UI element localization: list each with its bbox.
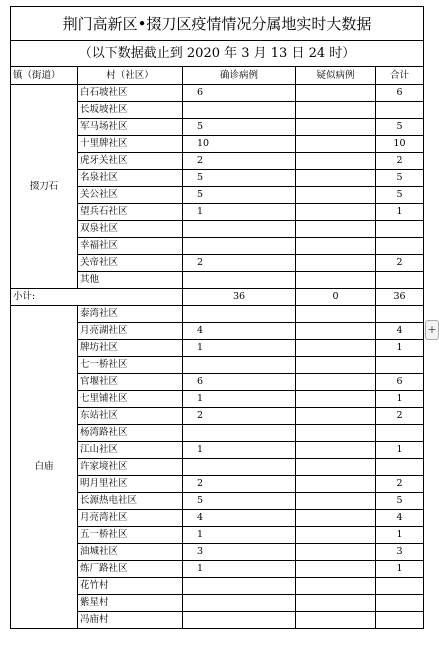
- village-cell: 炼厂路社区: [78, 561, 183, 578]
- village-cell: 牌坊社区: [78, 340, 183, 357]
- total-cell: 6: [376, 374, 424, 391]
- confirmed-cell: [183, 221, 296, 238]
- table-row: [11, 306, 424, 323]
- total-cell: 1: [376, 204, 424, 221]
- suspected-cell: [296, 170, 376, 187]
- suspected-cell: [296, 612, 376, 629]
- total-cell: 1: [376, 391, 424, 408]
- total-cell: [376, 238, 424, 255]
- confirmed-cell: 2: [183, 476, 296, 493]
- village-cell: 关帝社区: [78, 255, 183, 272]
- village-cell: 七里铺社区: [78, 391, 183, 408]
- total-cell: [376, 459, 424, 476]
- suspected-cell: [296, 340, 376, 357]
- village-cell: 花竹村: [78, 578, 183, 595]
- village-cell: 十里牌社区: [78, 136, 183, 153]
- confirmed-cell: 5: [183, 170, 296, 187]
- village-cell: 东站社区: [78, 408, 183, 425]
- confirmed-cell: 6: [183, 374, 296, 391]
- village-cell: 冯庙村: [78, 612, 183, 629]
- village-cell: 杨湾路社区: [78, 425, 183, 442]
- suspected-cell: [296, 119, 376, 136]
- village-cell: 五一桥社区: [78, 527, 183, 544]
- suspected-cell: [296, 493, 376, 510]
- suspected-cell: [296, 255, 376, 272]
- total-cell: 2: [376, 408, 424, 425]
- town-cell: 白庙: [11, 306, 78, 629]
- total-cell: 2: [376, 476, 424, 493]
- confirmed-cell: 1: [183, 204, 296, 221]
- confirmed-cell: 1: [183, 442, 296, 459]
- suspected-cell: [296, 476, 376, 493]
- suspected-cell: [296, 442, 376, 459]
- village-cell: 油城社区: [78, 544, 183, 561]
- total-cell: [376, 221, 424, 238]
- confirmed-cell: 4: [183, 323, 296, 340]
- total-cell: [376, 102, 424, 119]
- total-cell: [376, 357, 424, 374]
- total-cell: 3: [376, 544, 424, 561]
- suspected-cell: [296, 323, 376, 340]
- table-body: [11, 7, 424, 629]
- village-cell: 长坂坡社区: [78, 102, 183, 119]
- suspected-cell: [296, 595, 376, 612]
- header-suspected: 疑似病例: [296, 67, 376, 85]
- confirmed-cell: 4: [183, 510, 296, 527]
- total-cell: 5: [376, 493, 424, 510]
- total-cell: 1: [376, 442, 424, 459]
- village-cell: 许家境社区: [78, 459, 183, 476]
- suspected-cell: [296, 204, 376, 221]
- suspected-cell: [296, 561, 376, 578]
- table-title: 荆门高新区•掇刀区疫情情况分属地实时大数据: [11, 7, 424, 41]
- total-cell: [376, 306, 424, 323]
- total-cell: 2: [376, 255, 424, 272]
- town-cell: 掇刀石: [11, 85, 78, 289]
- village-cell: 月亮湖社区: [78, 323, 183, 340]
- confirmed-cell: [183, 459, 296, 476]
- village-cell: 名泉社区: [78, 170, 183, 187]
- suspected-cell: [296, 578, 376, 595]
- confirmed-cell: 2: [183, 153, 296, 170]
- suspected-cell: [296, 374, 376, 391]
- suspected-cell: [296, 459, 376, 476]
- total-cell: 4: [376, 510, 424, 527]
- table-subtitle: （以下数据截止到 2020 年 3 月 13 日 24 时）: [11, 41, 424, 67]
- suspected-cell: [296, 153, 376, 170]
- total-cell: 5: [376, 170, 424, 187]
- suspected-cell: [296, 238, 376, 255]
- confirmed-cell: 1: [183, 391, 296, 408]
- confirmed-cell: [183, 578, 296, 595]
- confirmed-cell: [183, 612, 296, 629]
- confirmed-cell: 1: [183, 527, 296, 544]
- suspected-cell: [296, 544, 376, 561]
- total-cell: 4: [376, 323, 424, 340]
- village-cell: 明月里社区: [78, 476, 183, 493]
- confirmed-cell: [183, 425, 296, 442]
- village-cell: 长源热电社区: [78, 493, 183, 510]
- header-village: 村（社区）: [78, 67, 183, 85]
- suspected-cell: [296, 102, 376, 119]
- data-sheet: [10, 6, 423, 629]
- subtotal-total: 36: [376, 289, 424, 306]
- village-cell: 虎牙关社区: [78, 153, 183, 170]
- subtitle-row: [11, 41, 424, 67]
- total-cell: 1: [376, 561, 424, 578]
- suspected-cell: [296, 306, 376, 323]
- total-cell: 2: [376, 153, 424, 170]
- suspected-cell: [296, 357, 376, 374]
- confirmed-cell: [183, 306, 296, 323]
- suspected-cell: [296, 187, 376, 204]
- subtotal-suspected: 0: [296, 289, 376, 306]
- suspected-cell: [296, 136, 376, 153]
- total-cell: [376, 612, 424, 629]
- expand-button[interactable]: +: [425, 320, 439, 340]
- suspected-cell: [296, 527, 376, 544]
- confirmed-cell: 1: [183, 561, 296, 578]
- subtotal-confirmed: 36: [183, 289, 296, 306]
- confirmed-cell: 1: [183, 340, 296, 357]
- confirmed-cell: 5: [183, 119, 296, 136]
- suspected-cell: [296, 408, 376, 425]
- subtotal-row: [11, 289, 424, 306]
- table-row: [11, 85, 424, 102]
- suspected-cell: [296, 85, 376, 102]
- suspected-cell: [296, 272, 376, 289]
- suspected-cell: [296, 221, 376, 238]
- suspected-cell: [296, 510, 376, 527]
- village-cell: 望兵石社区: [78, 204, 183, 221]
- suspected-cell: [296, 391, 376, 408]
- village-cell: 幸福社区: [78, 238, 183, 255]
- suspected-cell: [296, 425, 376, 442]
- confirmed-cell: 5: [183, 187, 296, 204]
- total-cell: [376, 595, 424, 612]
- confirmed-cell: 2: [183, 408, 296, 425]
- confirmed-cell: 3: [183, 544, 296, 561]
- village-cell: 双泉社区: [78, 221, 183, 238]
- header-town: 镇（街道）: [11, 67, 78, 85]
- header-row: [11, 67, 424, 85]
- confirmed-cell: [183, 357, 296, 374]
- village-cell: 月亮湾社区: [78, 510, 183, 527]
- total-cell: 1: [376, 527, 424, 544]
- total-cell: [376, 578, 424, 595]
- village-cell: 紫星村: [78, 595, 183, 612]
- confirmed-cell: 10: [183, 136, 296, 153]
- village-cell: 江山社区: [78, 442, 183, 459]
- confirmed-cell: [183, 272, 296, 289]
- total-cell: 5: [376, 119, 424, 136]
- confirmed-cell: [183, 595, 296, 612]
- village-cell: 官堰社区: [78, 374, 183, 391]
- total-cell: 5: [376, 187, 424, 204]
- confirmed-cell: 5: [183, 493, 296, 510]
- epidemic-table: [10, 6, 424, 629]
- header-confirmed: 确诊病例: [183, 67, 296, 85]
- total-cell: 10: [376, 136, 424, 153]
- confirmed-cell: 6: [183, 85, 296, 102]
- total-cell: [376, 425, 424, 442]
- village-cell: 七一桥社区: [78, 357, 183, 374]
- total-cell: [376, 272, 424, 289]
- subtotal-label: 小计:: [11, 289, 183, 306]
- village-cell: 关公社区: [78, 187, 183, 204]
- village-cell: 泰湾社区: [78, 306, 183, 323]
- total-cell: 1: [376, 340, 424, 357]
- village-cell: 军马场社区: [78, 119, 183, 136]
- title-row: [11, 7, 424, 41]
- confirmed-cell: [183, 238, 296, 255]
- header-total: 合计: [376, 67, 424, 85]
- confirmed-cell: [183, 102, 296, 119]
- confirmed-cell: 2: [183, 255, 296, 272]
- village-cell: 其他: [78, 272, 183, 289]
- total-cell: 6: [376, 85, 424, 102]
- village-cell: 白石坡社区: [78, 85, 183, 102]
